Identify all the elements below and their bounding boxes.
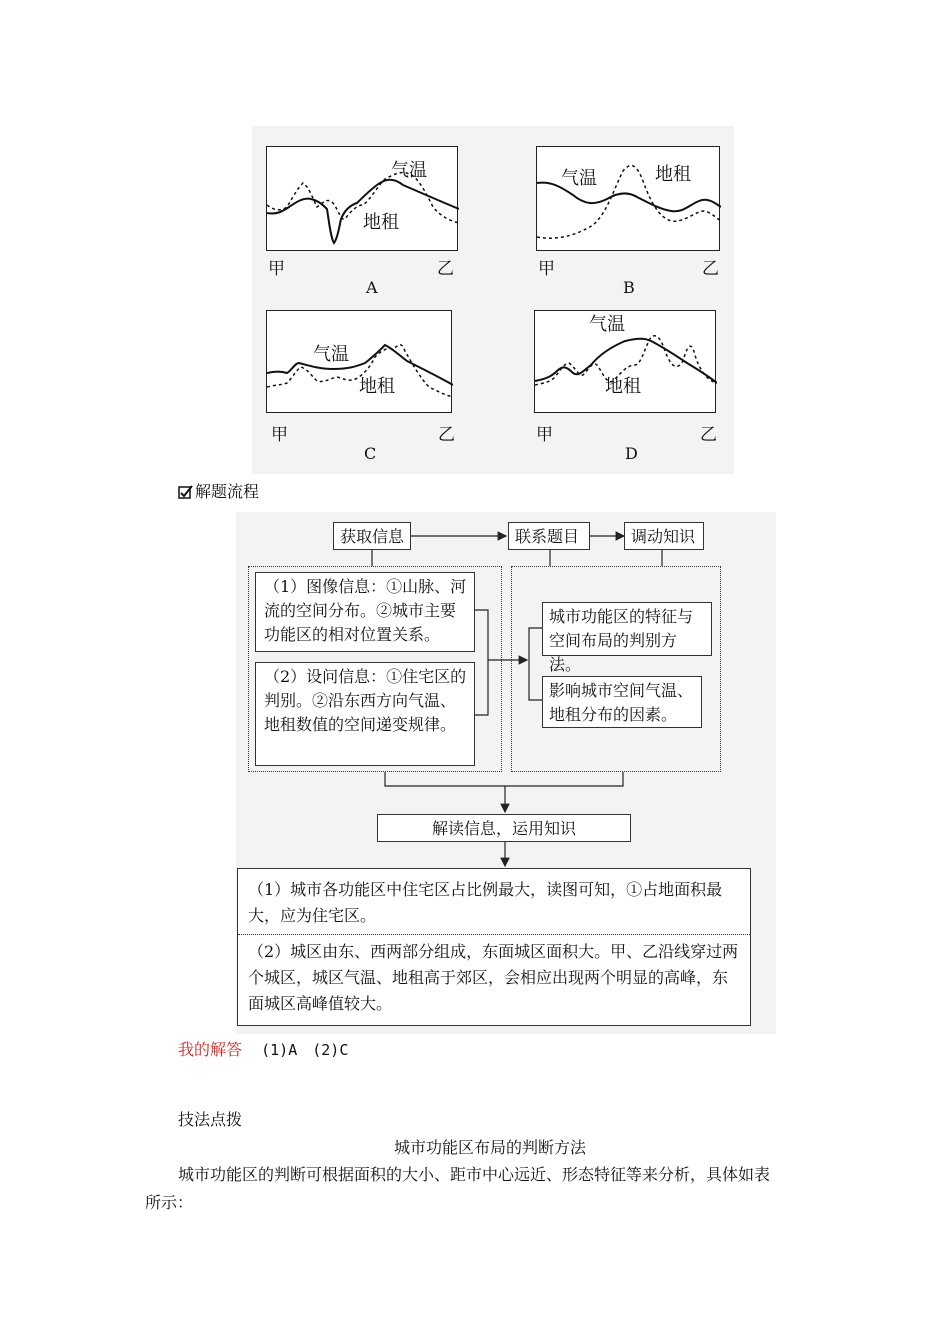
flow-knowledge-factor-box: 影响城市空间气温、地租分布的因素。 [542, 676, 702, 728]
my-answer-line [178, 1037, 348, 1063]
flow-info-image-box: （1）图像信息：①山脉、河流的空间分布。②城市主要功能区的相对位置关系。 [255, 572, 475, 652]
chart-c-rent-label: 地租 [359, 376, 395, 397]
chart-d-west-label: 甲 [536, 425, 553, 445]
chart-b-east-label: 乙 [702, 259, 719, 279]
chart-c-caption: C [364, 444, 377, 463]
flow-get-info-box: 获取信息 [333, 522, 411, 550]
chart-b-caption: B [623, 278, 635, 297]
chart-d-caption: D [625, 444, 638, 463]
flow-result-1: （1）城市各功能区中住宅区占比例最大，读图可知，①占地面积最大，应为住宅区。 [248, 880, 723, 925]
chart-a-temp-label: 气温 [391, 160, 427, 181]
flow-recall-knowledge-box: 调动知识 [624, 522, 704, 550]
flow-knowledge-container [511, 566, 721, 772]
my-answer-label: 我的解答 [178, 1040, 243, 1059]
flow-result-divider [238, 934, 750, 935]
chart-d-rent-label: 地租 [605, 376, 641, 397]
tips-heading: 技法点拨 [178, 1110, 243, 1129]
chart-b-temp-label: 气温 [561, 168, 597, 189]
chart-d-temp-label: 气温 [589, 314, 625, 335]
chart-c-temp-label: 气温 [313, 344, 349, 365]
chart-d-east-label: 乙 [700, 425, 717, 445]
flow-result-2: （2）城区由东、西两部分组成，东面城区面积大。甲、乙沿线穿过两个城区，城区气温、地租高于郊区，会相应出现两个明显的高峰，东面城区高峰值较大。 [248, 942, 739, 1013]
flow-result-box [237, 868, 751, 1026]
flow-info-question-box: （2）设问信息：①住宅区的判别。②沿东西方向气温、地租数值的空间递变规律。 [255, 662, 475, 766]
flow-knowledge-method-box: 城市功能区的特征与空间布局的判别方法。 [542, 602, 712, 656]
chart-c-east-label: 乙 [438, 425, 455, 445]
chart-a-west-label: 甲 [268, 259, 285, 279]
chart-a-east-label: 乙 [437, 259, 454, 279]
chart-b-west-label: 甲 [538, 259, 555, 279]
tips-body-line-2: 所示： [145, 1193, 194, 1212]
flow-link-question-box: 联系题目 [508, 522, 590, 550]
flow-interpret-box: 解读信息，运用知识 [377, 814, 631, 842]
chart-a-rent-label: 地租 [363, 212, 399, 233]
section-heading-text: 解题流程 [195, 482, 260, 501]
chart-a-caption: A [366, 278, 378, 297]
chart-c-west-label: 甲 [271, 425, 288, 445]
my-answer-value: (1)A (2)C [261, 1041, 349, 1059]
chart-b-rent-label: 地租 [655, 164, 691, 185]
tips-body-line-1: 城市功能区的判断可根据面积的大小、距市中心远近、形态特征等来分析，具体如表 [178, 1165, 771, 1184]
tips-title: 城市功能区布局的判断方法 [394, 1138, 587, 1157]
